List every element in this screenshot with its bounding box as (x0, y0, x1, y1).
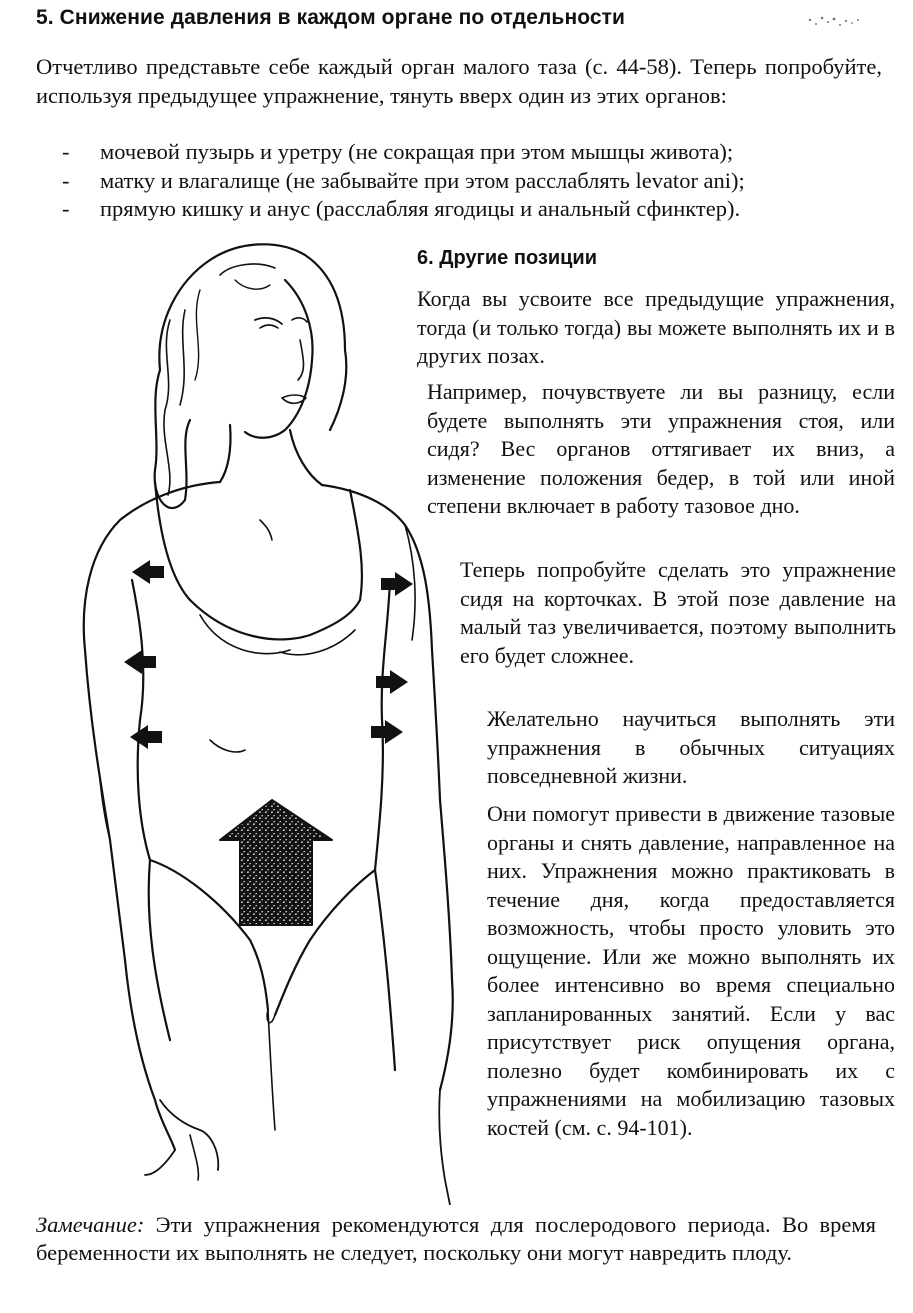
list-dash: - (62, 196, 70, 221)
note-text: Эти упражнения рекомендуются для послеродового периода. Во время беременности их выполнять не следует, поскольку они могут навредить плоду. (36, 1212, 876, 1265)
list-item-text: мочевой пузырь и уретру (не сокращая при этом мышцы живота); (100, 139, 734, 164)
section-6-heading: 6. Другие позиции (417, 247, 598, 269)
list-item (62, 138, 892, 167)
list-item-text: прямую кишку и анус (расслабляя ягодицы и анальный сфинктер). (100, 196, 741, 221)
pressure-arrow-icon (381, 572, 413, 596)
note-label: Замечание: (36, 1212, 145, 1237)
organ-list (62, 138, 892, 224)
pressure-arrow-icon (132, 560, 164, 584)
up-arrow-icon (220, 800, 332, 925)
pressure-arrow-icon (371, 720, 403, 744)
list-item-text: матку и влагалище (не забывайте при этом расслаблять levator ani); (100, 167, 745, 193)
section-6-paragraph: Когда вы усвоите все предыдущие упражнения, тогда (и только тогда) вы можете выполнять их и в других позах. (417, 286, 895, 368)
pressure-arrow-icon (130, 725, 162, 749)
section-6-paragraph: Например, почувствуете ли вы разницу, если будете выполнять эти упражнения стоя, или сидя? Вес органов оттягивает их вниз, а изменение положения бедер, в той или иной степени включает в работу тазовое дно. (427, 379, 895, 518)
note-paragraph (36, 1211, 876, 1267)
pressure-arrow-icon (376, 670, 408, 694)
list-dash: - (62, 139, 70, 164)
intro-paragraph: Отчетливо представьте себе каждый орган малого таза (с. 44-58). Теперь попробуйте, используя предыдущее упражнение, тянуть вверх один из этих органов: (36, 54, 882, 108)
woman-figure-illustration (60, 220, 460, 1205)
section-6-paragraph: Теперь попробуйте сделать это упражнение сидя на корточках. В этой позе давление на малый таз увеличивается, поэтому выполнить его будет сложнее. (460, 557, 896, 668)
section-6-paragraph: Они помогут привести в движение тазовые органы и снять давление, направленное на них. Упражнения можно практиковать в течение дня, когда предоставляется возможность, чтобы просто уловить это ощущение. Или же можно выполнять их более интенсивно во время специально запланированных занятий. Если у вас присутствует риск опущения органа, полезно будет комбинировать их с упражнениями на мобилизацию тазовых костей (см. с. 94-101). (487, 801, 895, 1140)
scan-speckle (800, 12, 870, 32)
list-dash: - (62, 167, 70, 193)
list-item (62, 167, 892, 196)
section-6-paragraph: Желательно научиться выполнять эти упражнения в обычных ситуациях повседневной жизни. (487, 706, 895, 788)
section-5-heading: 5. Снижение давления в каждом органе по отдельности (36, 6, 626, 29)
pressure-arrow-icon (124, 650, 156, 674)
section-5-intro (36, 52, 882, 110)
